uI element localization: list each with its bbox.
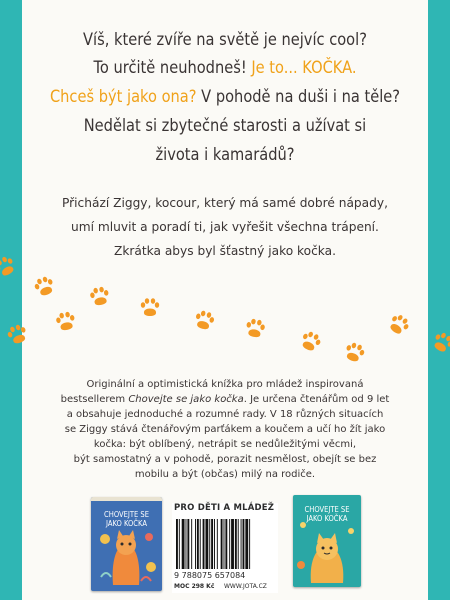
intro-line-3: [32, 87, 419, 107]
middle-line-3: Zkrátka abys byl šťastný jako kočka.: [113, 244, 336, 258]
barcode: [176, 519, 276, 571]
intro-line-5: [32, 145, 419, 165]
description-line-7: mobilu a být (občas) milý na rodiče.: [134, 469, 316, 480]
intro-text-2a: To určitě neuhodneš!: [93, 58, 252, 78]
description-line-1: Originální a optimistická knížka pro mládež inspirovaná: [86, 379, 364, 390]
intro-line-4: [32, 116, 419, 136]
description-line-3: a obsahuje jednoduché a rozumné rady. V 18 různých situacích: [66, 409, 384, 420]
category-label: PRO DĚTI A MLÁDEŽ: [174, 503, 275, 513]
book-cover-right-title: CHOVEJTE SE JAKO KOČKA: [304, 505, 350, 523]
intro-highlight-cat: Je to... KOČKA.: [251, 58, 357, 78]
intro-text-5: života i kamarádů?: [155, 145, 295, 165]
intro-text-4: Nedělat si zbytečné starosti a užívat si: [83, 116, 367, 136]
book-cover-right: [293, 495, 361, 587]
description-line-4: se Ziggy stává čtenářovým parťákem a koučem a učí ho žít jako: [64, 424, 386, 435]
description-line-6: být samostatný a v pohodě, porazit nesmělost, obejít se bez: [73, 454, 377, 465]
intro-highlight-question: Chceš být jako ona?: [49, 87, 197, 107]
middle-line-2: umí mluvit a poradí ti, jak vyřešit všechna trápení.: [71, 220, 379, 234]
intro-text-3b: V pohodě na duši i na těle?: [196, 87, 401, 107]
barcode-digits: 9 788075 657084: [174, 571, 246, 580]
description-text-2b: . Je určena čtenářům od 9 let: [243, 394, 390, 405]
middle-line-1: Přichází Ziggy, kocour, který má samé dobré nápady,: [62, 196, 388, 210]
description-line-5: kočka: být oblíbený, netrápit se nedůležitými věcmi,: [93, 439, 357, 450]
book-cover-right-art: [293, 495, 361, 587]
book-cover-left-title: CHOVEJTE SE JAKO KOČKA: [104, 510, 149, 528]
price-label: MOC 298 Kč: [174, 583, 215, 590]
description-text-2a: bestsellerem: [60, 394, 129, 405]
barcode-area: [172, 503, 278, 593]
description-line-2: [0, 394, 450, 405]
book-cover-left: [91, 497, 162, 591]
description-book-title: Chovejte se jako kočka: [128, 394, 244, 405]
intro-line-2: [32, 58, 419, 78]
website-label: WWW.JOTA.CZ: [224, 583, 267, 590]
intro-text-1: Víš, které zvíře na světě je nejvíc cool?: [83, 30, 367, 50]
paw-print-icon: [431, 330, 450, 355]
intro-line-1: [32, 30, 419, 50]
book-cover-left-art: [91, 497, 162, 591]
